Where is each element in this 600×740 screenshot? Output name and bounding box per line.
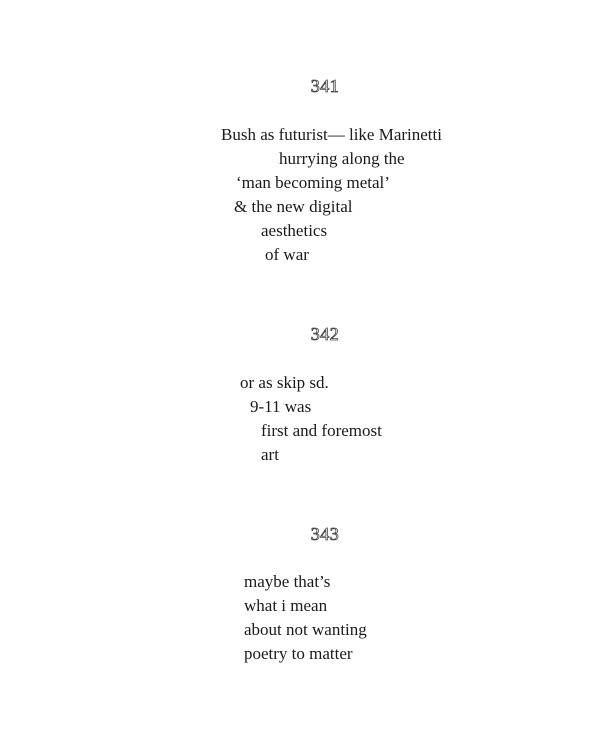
section-number: 342 [310, 324, 340, 344]
poem-line: first and foremost [261, 421, 382, 440]
poem-line: & the new digital [234, 197, 353, 216]
poem-line: maybe that’s [244, 572, 331, 591]
poem-line: or as skip sd. [240, 373, 329, 392]
section-number: 341 [310, 76, 340, 96]
poem-line: poetry to matter [244, 644, 353, 663]
poem-line: about not wanting [244, 620, 367, 639]
poem-line: of war [265, 245, 309, 264]
poem-line: hurrying along the [279, 149, 405, 168]
poem-line: 9-11 was [250, 397, 312, 416]
poem-line: what i mean [244, 596, 328, 615]
poem-line: Bush as futurist— like Marinetti [221, 125, 442, 144]
poem-line: aesthetics [261, 221, 328, 240]
poem-line: art [261, 445, 279, 464]
poem-line: ‘man becoming metal’ [236, 173, 390, 192]
section-number: 343 [310, 524, 340, 544]
